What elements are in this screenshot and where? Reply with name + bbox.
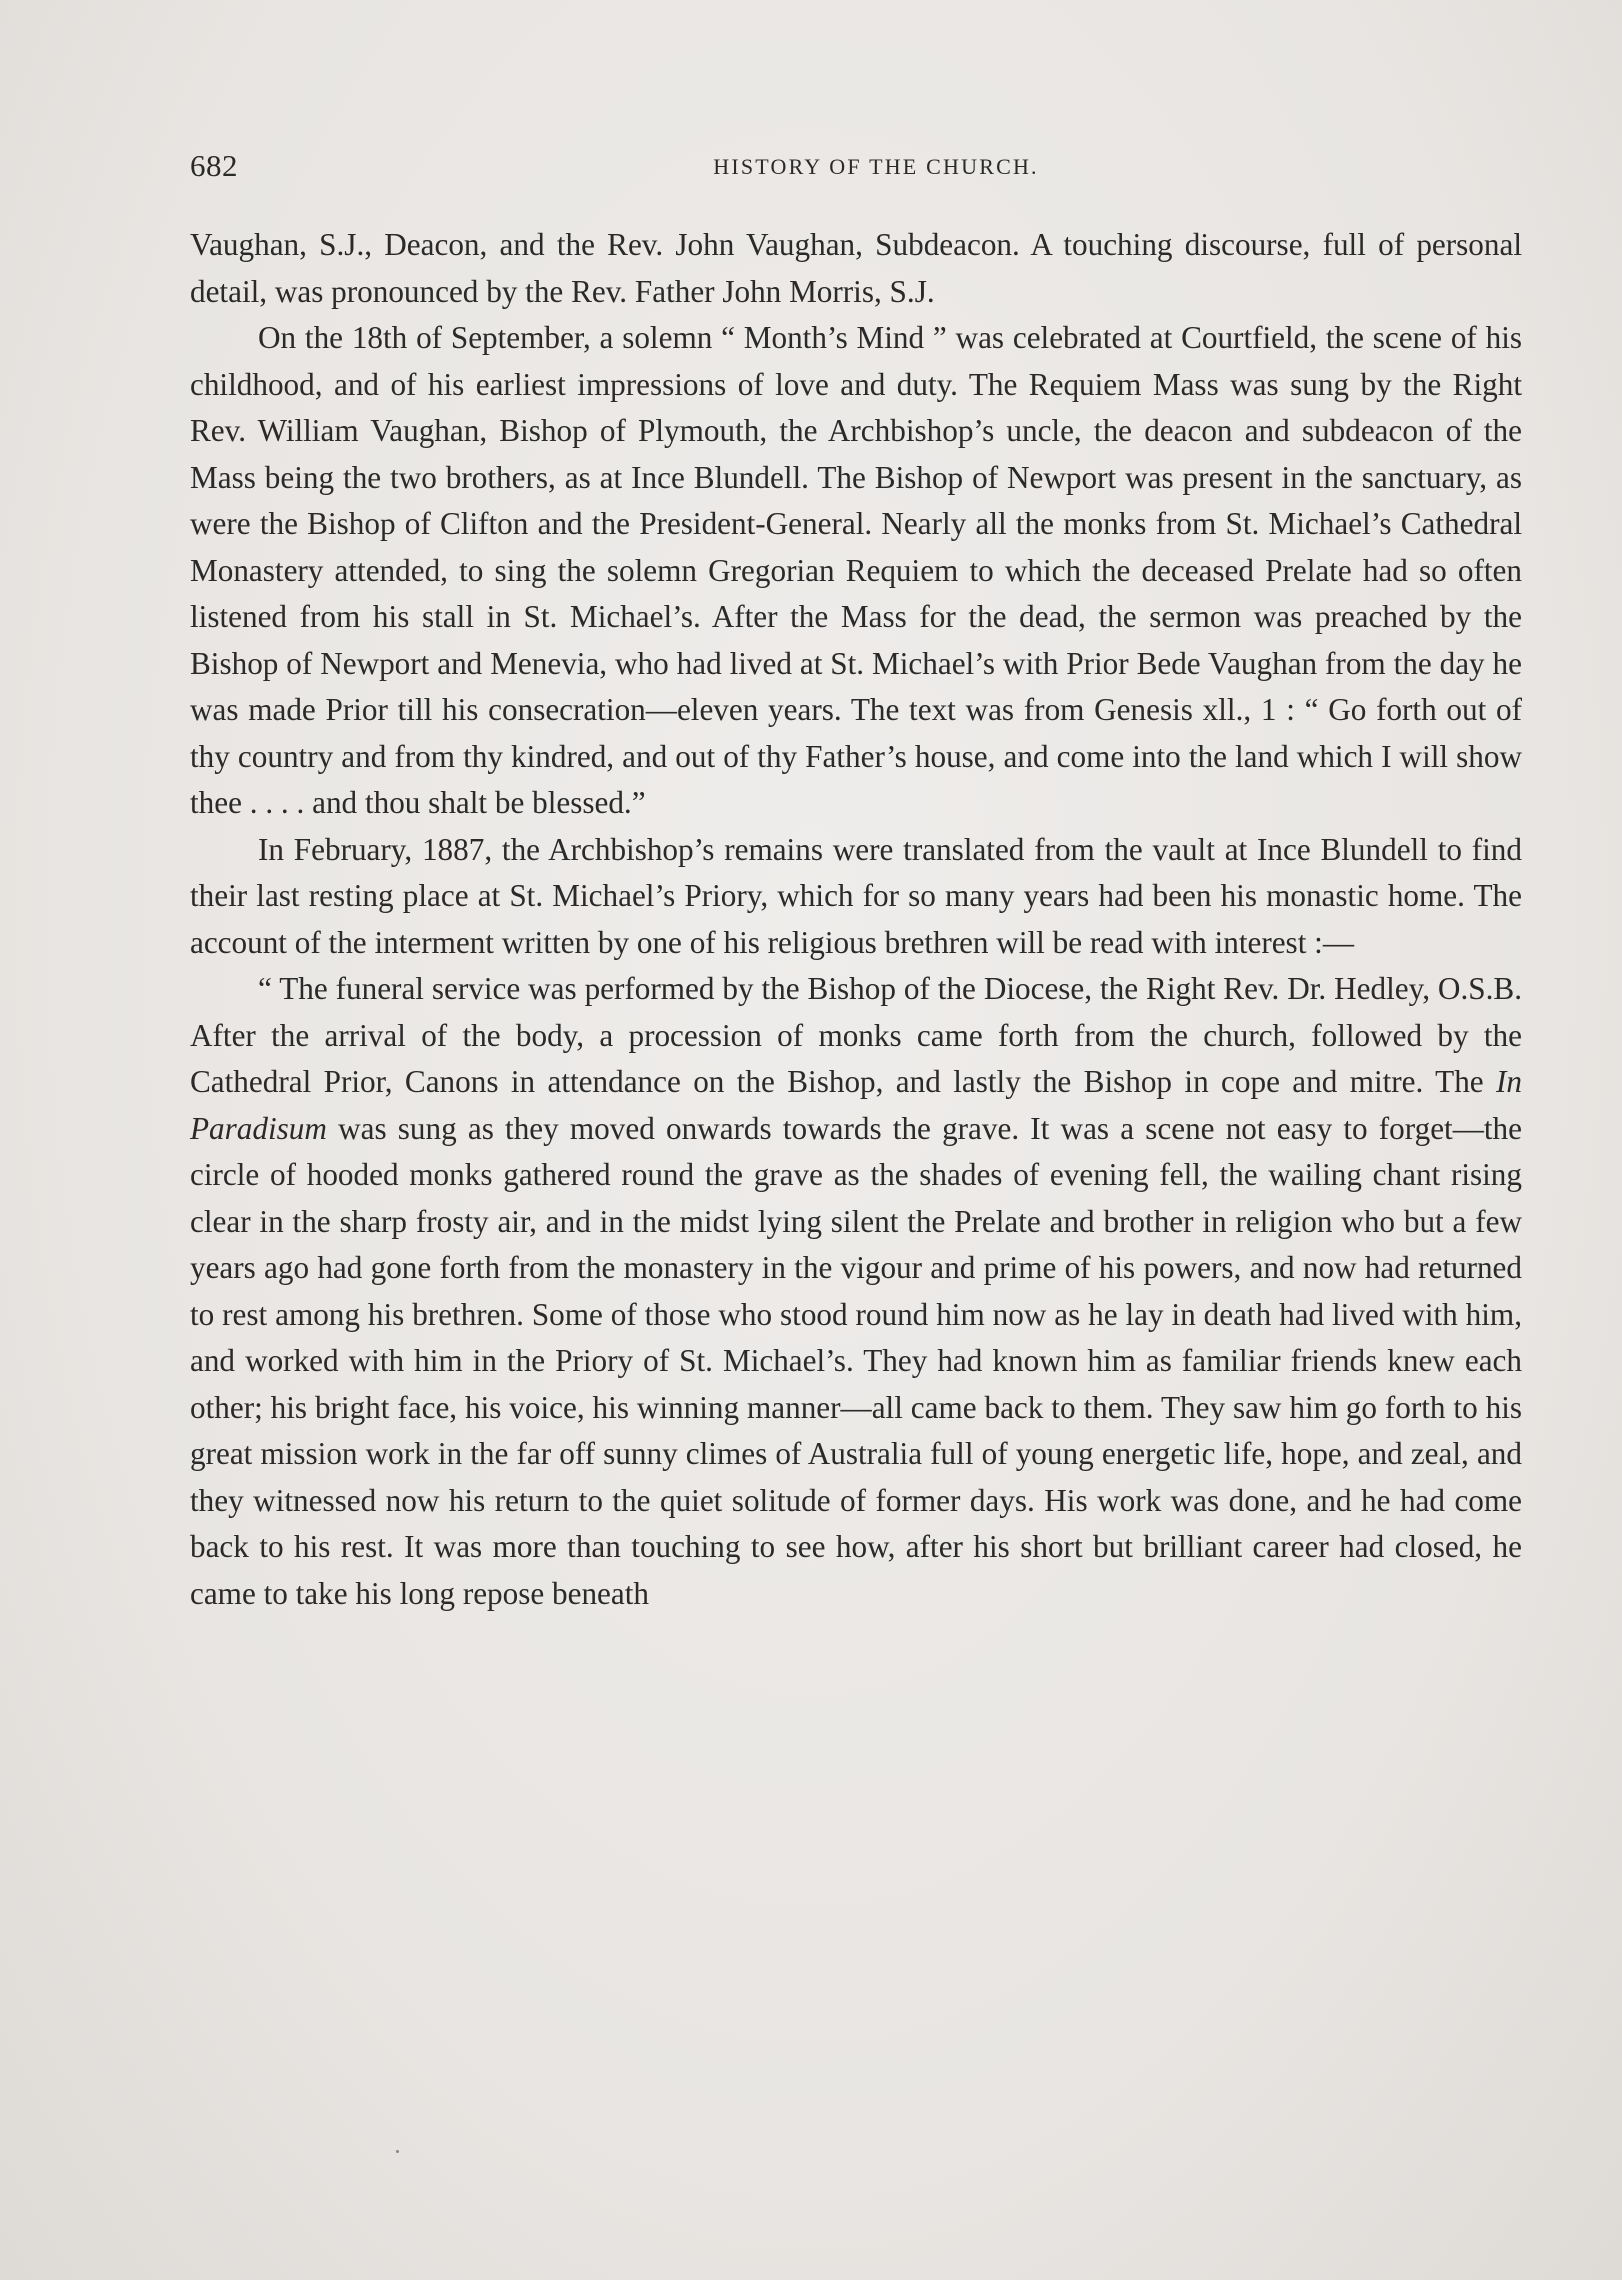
funeral-account-text-end: was sung as they moved onwards towards the grave. It was a scene not easy to forget—the circle of hooded monks gathered round the grave as the shades of evening fell, the wailing chant rising clear in the sharp frosty air, and in the midst lying silent the Prelate and brother in religion who but a few years ago had gone forth from the monastery in the vigour and prime of his powers, and now had returned to rest among his brethren. Some of those who stood round him now as he lay in death had lived with him, and worked with him in the Priory of St. Michael’s. They had known him as familiar friends knew each other; his bright face, his voice, his winning manner—all came back to them. They saw him go forth to his great mission work in the far off sunny climes of Australia full of young energetic life, hope, and zeal, and they witnessed now his return to the quiet solitude of former days. His work was done, and he had come back to his rest. It was more than touching to see how, after his short but brilliant career had closed, he came to take his long repose beneath	[190, 1110, 1522, 1611]
paragraph-translation-of-remains: In February, 1887, the Archbishop’s remains were translated from the vault at Ince Blundell to find their last resting place at St. Michael’s Priory, which for so many years had been his monastic home. The account of the interment written by one of his religious brethren will be read with interest :—	[190, 831, 1522, 960]
running-head	[190, 148, 1522, 188]
funeral-account-text-start: “ The funeral service was performed by the Bishop of the Diocese, the Right Rev. Dr. Hedley, O.S.B. After the arrival of the body, a procession of monks came forth from the church, followed by the Cathedral Prior, Canons in attendance on the Bishop, and lastly the Bishop in cope and mitre. The	[190, 971, 1522, 1099]
body-text	[190, 222, 1522, 1617]
page-number: 682	[190, 148, 238, 183]
running-title: HISTORY OF THE CHURCH.	[713, 154, 1039, 179]
paragraph-months-mind: On the 18th of September, a solemn “ Month’s Mind ” was celebrated at Courtfield, the scene of his childhood, and of his earliest impressions of love and duty. The Requiem Mass was sung by the Right Rev. William Vaughan, Bishop of Plymouth, the Archbishop’s uncle, the deacon and subdeacon of the Mass being the two brothers, as at Ince Blundell. The Bishop of Newport was present in the sanctuary, as were the Bishop of Clifton and the President-General. Nearly all the monks from St. Michael’s Cathedral Monastery attended, to sing the solemn Gregorian Requiem to which the deceased Prelate had so often listened from his stall in St. Michael’s. After the Mass for the dead, the sermon was preached by the Bishop of Newport and Menevia, who had lived at St. Michael’s with Prior Bede Vaughan from the day he was made Prior till his consecration—eleven years. The text was from Genesis xll., 1 : “ Go forth out of thy country and from thy kindred, and out of thy Father’s house, and come into the land which I will show thee . . . . and thou shalt be blessed.”	[190, 320, 1522, 820]
paragraph-continuation: Vaughan, S.J., Deacon, and the Rev. John Vaughan, Subdeacon. A touching discourse, full of personal detail, was pronounced by the Rev. Father John Morris, S.J.	[190, 227, 1522, 309]
in-paradisum-italic: In Paradisum	[190, 1064, 1522, 1146]
paragraph-funeral-account	[190, 966, 1522, 1617]
paper-speck	[396, 2150, 399, 2153]
